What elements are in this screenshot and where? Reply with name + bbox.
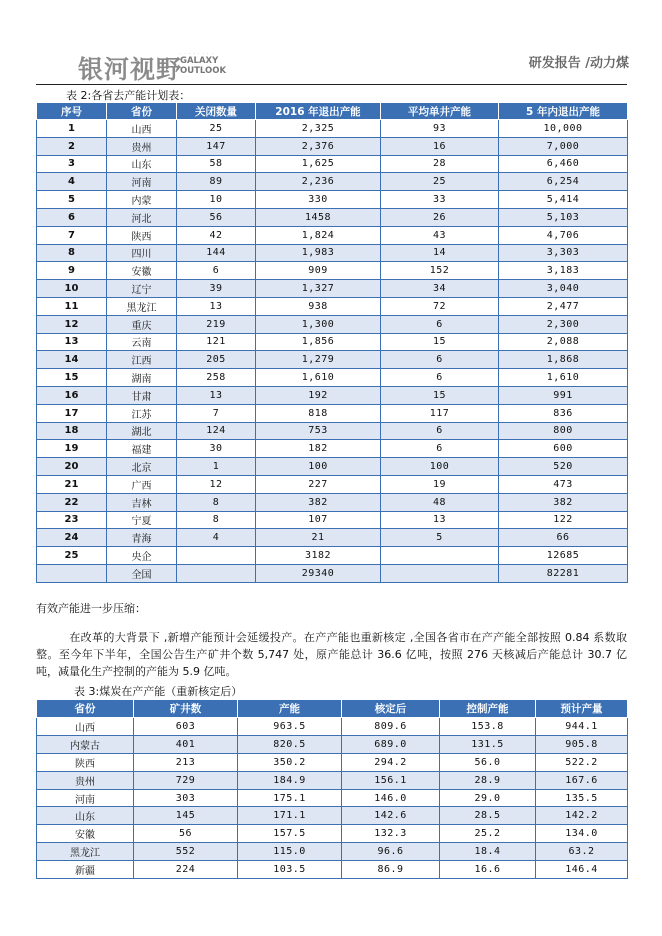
table-cell: 1,279 [256, 351, 381, 369]
table-cell: 818 [256, 404, 381, 422]
table-cell: 陕西 [107, 226, 177, 244]
header-divider [36, 84, 627, 85]
table-cell: 16.6 [440, 861, 536, 879]
table-cell: 134.0 [536, 825, 628, 843]
table-cell: 2,236 [256, 173, 381, 191]
table-cell: 26 [381, 208, 499, 226]
page-header [0, 0, 662, 90]
table-cell: 152 [381, 262, 499, 280]
table-row [37, 155, 628, 173]
table-cell: 258 [177, 369, 256, 387]
table-cell: 6 [381, 315, 499, 333]
table-cell: 25 [177, 120, 256, 138]
table-cell: 安徽 [107, 262, 177, 280]
table-cell: 224 [134, 861, 238, 879]
logo-chinese-text: 银河视野 [78, 55, 183, 84]
table-row [37, 120, 628, 138]
table-row [37, 547, 628, 565]
table-cell: 24 [37, 529, 107, 547]
table-cell: 167.6 [536, 771, 628, 789]
table-cell: 72 [381, 297, 499, 315]
table-row [37, 458, 628, 476]
table-cell: 382 [499, 493, 628, 511]
table-cell: 142.6 [342, 807, 440, 825]
table-cell: 2,088 [499, 333, 628, 351]
table-cell: 58 [177, 155, 256, 173]
table-cell: 13 [177, 386, 256, 404]
table-cell: 央企 [107, 547, 177, 565]
table-cell: 131.5 [440, 735, 536, 753]
table-cell: 10 [37, 280, 107, 298]
table-cell: 42 [177, 226, 256, 244]
table-cell: 28 [381, 155, 499, 173]
table-cell: 6,460 [499, 155, 628, 173]
table-cell: 820.5 [238, 735, 342, 753]
table-cell: 303 [134, 789, 238, 807]
table-cell: 3,183 [499, 262, 628, 280]
table-row [37, 807, 628, 825]
table-cell: 124 [177, 422, 256, 440]
table-cell: 1,300 [256, 315, 381, 333]
table-row [37, 208, 628, 226]
table2-header-cell: 序号 [37, 103, 107, 120]
table-cell: 132.3 [342, 825, 440, 843]
table-cell: 北京 [107, 458, 177, 476]
table-cell: 13 [177, 297, 256, 315]
table-cell: 156.1 [342, 771, 440, 789]
table-cell: 19 [381, 475, 499, 493]
table-cell: 184.9 [238, 771, 342, 789]
table-cell [177, 547, 256, 565]
table-cell: 6 [177, 262, 256, 280]
table-cell: 48 [381, 493, 499, 511]
table-cell [381, 547, 499, 565]
table-cell: 青海 [107, 529, 177, 547]
table-cell: 5,414 [499, 191, 628, 209]
table-cell: 600 [499, 440, 628, 458]
table-cell: 39 [177, 280, 256, 298]
table-cell: 66 [499, 529, 628, 547]
table-cell: 29.0 [440, 789, 536, 807]
table-cell: 湖南 [107, 369, 177, 387]
table-cell: 1458 [256, 208, 381, 226]
table3-header-cell: 产能 [238, 700, 342, 718]
table-row [37, 404, 628, 422]
table-cell: 82281 [499, 564, 628, 582]
table-cell: 1,868 [499, 351, 628, 369]
table-row [37, 422, 628, 440]
table-cell: 6,254 [499, 173, 628, 191]
table-cell: 河南 [107, 173, 177, 191]
table-cell: 1,610 [499, 369, 628, 387]
table-cell: 山西 [37, 718, 134, 736]
table-cell: 103.5 [238, 861, 342, 879]
table-cell: 144 [177, 244, 256, 262]
table-cell: 4 [37, 173, 107, 191]
table-cell: 12 [37, 315, 107, 333]
table-cell: 16 [37, 386, 107, 404]
table-cell: 贵州 [107, 137, 177, 155]
body-paragraph [36, 629, 627, 680]
table-cell: 18.4 [440, 843, 536, 861]
coal-capacity-table [36, 699, 628, 879]
table-cell: 山东 [107, 155, 177, 173]
table-cell: 3,040 [499, 280, 628, 298]
table-cell: 14 [37, 351, 107, 369]
table-cell: 21 [37, 475, 107, 493]
table-cell: 689.0 [342, 735, 440, 753]
table-row [37, 369, 628, 387]
table-cell: 25.2 [440, 825, 536, 843]
table-cell: 8 [177, 511, 256, 529]
table-cell: 28.5 [440, 807, 536, 825]
table-cell: 147 [177, 137, 256, 155]
table-cell: 1,983 [256, 244, 381, 262]
table-cell: 2,300 [499, 315, 628, 333]
table-cell: 175.1 [238, 789, 342, 807]
table3-header-cell: 控制产能 [440, 700, 536, 718]
table-cell: 13 [37, 333, 107, 351]
table3-header-row [37, 700, 628, 718]
table-cell: 广西 [107, 475, 177, 493]
table-cell: 贵州 [37, 771, 134, 789]
table-cell: 86.9 [342, 861, 440, 879]
table-cell [381, 564, 499, 582]
table-cell: 135.5 [536, 789, 628, 807]
logo-english-text [180, 56, 226, 76]
logo-en-line-1: GALAXY [180, 56, 219, 66]
table-row [37, 351, 628, 369]
table-cell: 145 [134, 807, 238, 825]
table3-header-cell: 矿井数 [134, 700, 238, 718]
table-cell: 湖北 [107, 422, 177, 440]
table2-header-cell: 平均单井产能 [381, 103, 499, 120]
table-cell: 552 [134, 843, 238, 861]
table-cell: 56 [134, 825, 238, 843]
table-cell: 56 [177, 208, 256, 226]
table-cell: 宁夏 [107, 511, 177, 529]
table-row [37, 386, 628, 404]
table-cell: 122 [499, 511, 628, 529]
table-cell: 13 [381, 511, 499, 529]
table-cell: 安徽 [37, 825, 134, 843]
table-row [37, 825, 628, 843]
table-row [37, 191, 628, 209]
table-cell [37, 564, 107, 582]
table3-header-cell: 省份 [37, 700, 134, 718]
table-cell: 全国 [107, 564, 177, 582]
table-cell: 153.8 [440, 718, 536, 736]
table-cell: 5 [381, 529, 499, 547]
table-cell: 1 [177, 458, 256, 476]
table2-header-row [37, 103, 628, 120]
logo-dots: · · · · · · · · [180, 51, 215, 56]
table-row [37, 244, 628, 262]
table-cell: 6 [37, 208, 107, 226]
table-cell: 15 [37, 369, 107, 387]
section-title: 有效产能进一步压缩： [36, 602, 146, 615]
table-cell: 内蒙古 [37, 735, 134, 753]
table2-body [37, 120, 628, 583]
table-row [37, 564, 628, 582]
table-cell: 96.6 [342, 843, 440, 861]
table-cell: 辽宁 [107, 280, 177, 298]
table-cell: 福建 [107, 440, 177, 458]
table-row [37, 333, 628, 351]
table-cell: 四川 [107, 244, 177, 262]
table-cell: 22 [37, 493, 107, 511]
table-cell: 146.0 [342, 789, 440, 807]
table-row [37, 297, 628, 315]
table-cell: 729 [134, 771, 238, 789]
table-row [37, 262, 628, 280]
table-cell: 89 [177, 173, 256, 191]
table-cell: 227 [256, 475, 381, 493]
table-cell: 黑龙江 [37, 843, 134, 861]
table-cell: 171.1 [238, 807, 342, 825]
table-cell: 19 [37, 440, 107, 458]
table-cell: 350.2 [238, 753, 342, 771]
table-cell: 107 [256, 511, 381, 529]
table-cell: 10 [177, 191, 256, 209]
table-cell: 219 [177, 315, 256, 333]
table-cell: 吉林 [107, 493, 177, 511]
table-cell: 9 [37, 262, 107, 280]
table2-header-cell: 5 年内退出产能 [499, 103, 628, 120]
table-cell: 5 [37, 191, 107, 209]
table-cell: 603 [134, 718, 238, 736]
table-cell: 7 [177, 404, 256, 422]
table-cell [177, 564, 256, 582]
table-cell: 905.8 [536, 735, 628, 753]
table-cell: 63.2 [536, 843, 628, 861]
table-cell: 2,325 [256, 120, 381, 138]
table-cell: 16 [381, 137, 499, 155]
table-row [37, 137, 628, 155]
table-cell: 21 [256, 529, 381, 547]
table-cell: 23 [37, 511, 107, 529]
paragraph-text: 在改革的大背景下 ,新增产能预计会延缓投产。在产产能也重新核定 ,全国各省市在产产能全部按照 0.84 系数取整。至今年下半年，全国公告生产矿井个数 5,747 处，原产能总计 36.6 亿吨，按照 276 天核减后产能总计 30.7 亿吨，减量化生产控制的产能为 5.9 亿吨。 [36, 631, 627, 678]
table-cell: 8 [37, 244, 107, 262]
table-cell: 909 [256, 262, 381, 280]
table-cell: 2,376 [256, 137, 381, 155]
table-row [37, 173, 628, 191]
table-cell: 34 [381, 280, 499, 298]
table-cell: 7,000 [499, 137, 628, 155]
table-row [37, 511, 628, 529]
table-cell: 100 [381, 458, 499, 476]
table-cell: 4 [177, 529, 256, 547]
table-cell: 115.0 [238, 843, 342, 861]
table-cell: 新疆 [37, 861, 134, 879]
table-cell: 6 [381, 369, 499, 387]
table-cell: 3,303 [499, 244, 628, 262]
table-cell: 山西 [107, 120, 177, 138]
table-cell: 重庆 [107, 315, 177, 333]
table-cell: 3182 [256, 547, 381, 565]
table-row [37, 753, 628, 771]
table-cell: 江苏 [107, 404, 177, 422]
table-cell: 142.2 [536, 807, 628, 825]
table-cell: 753 [256, 422, 381, 440]
table2-header-cell: 关闭数量 [177, 103, 256, 120]
table-cell: 17 [37, 404, 107, 422]
table-cell: 6 [381, 422, 499, 440]
table2-header-cell: 2016 年退出产能 [256, 103, 381, 120]
table-cell: 黑龙江 [107, 297, 177, 315]
table-cell: 117 [381, 404, 499, 422]
table-cell: 1,610 [256, 369, 381, 387]
table-cell: 6 [381, 440, 499, 458]
table-cell: 4,706 [499, 226, 628, 244]
table-cell: 382 [256, 493, 381, 511]
table-cell: 28.9 [440, 771, 536, 789]
table-cell: 33 [381, 191, 499, 209]
table-cell: 甘肃 [107, 386, 177, 404]
table-cell: 15 [381, 333, 499, 351]
table-cell: 1,824 [256, 226, 381, 244]
table-cell: 213 [134, 753, 238, 771]
table-cell: 522.2 [536, 753, 628, 771]
table-cell: 18 [37, 422, 107, 440]
table-cell: 800 [499, 422, 628, 440]
table3-header-cell: 核定后 [342, 700, 440, 718]
table-row [37, 226, 628, 244]
table-row [37, 861, 628, 879]
table-cell: 2 [37, 137, 107, 155]
table2-header-cell: 省份 [107, 103, 177, 120]
logo-en-line-2: OUTLOOK [180, 66, 227, 76]
table-cell: 146.4 [536, 861, 628, 879]
table-cell: 12685 [499, 547, 628, 565]
table-cell: 1,856 [256, 333, 381, 351]
table-row [37, 280, 628, 298]
table-cell: 157.5 [238, 825, 342, 843]
province-capacity-plan-table [36, 102, 628, 583]
table-cell: 云南 [107, 333, 177, 351]
table-cell: 121 [177, 333, 256, 351]
table-row [37, 315, 628, 333]
table-row [37, 529, 628, 547]
table3-caption: 表 3:煤炭在产产能（重新核定后） [74, 685, 243, 698]
table-cell: 294.2 [342, 753, 440, 771]
table-cell: 100 [256, 458, 381, 476]
table-row [37, 440, 628, 458]
table-cell: 30 [177, 440, 256, 458]
table-cell: 991 [499, 386, 628, 404]
table-cell: 陕西 [37, 753, 134, 771]
table-row [37, 718, 628, 736]
table-cell: 25 [37, 547, 107, 565]
table-cell: 1 [37, 120, 107, 138]
table-cell: 25 [381, 173, 499, 191]
table-cell: 93 [381, 120, 499, 138]
table-cell: 河南 [37, 789, 134, 807]
table-cell: 山东 [37, 807, 134, 825]
table-cell: 12 [177, 475, 256, 493]
table-cell: 15 [381, 386, 499, 404]
table-cell: 205 [177, 351, 256, 369]
table-cell: 10,000 [499, 120, 628, 138]
table-cell: 14 [381, 244, 499, 262]
table-cell: 河北 [107, 208, 177, 226]
table-cell: 1,327 [256, 280, 381, 298]
table-cell: 2,477 [499, 297, 628, 315]
table-row [37, 771, 628, 789]
table-cell: 5,103 [499, 208, 628, 226]
table-cell: 内蒙 [107, 191, 177, 209]
table-cell: 29340 [256, 564, 381, 582]
table-cell: 401 [134, 735, 238, 753]
table3-body [37, 718, 628, 879]
table-cell: 8 [177, 493, 256, 511]
table-row [37, 789, 628, 807]
table3-header-cell: 预计产量 [536, 700, 628, 718]
report-category: 研发报告 /动力煤 [528, 56, 629, 71]
table-cell: 43 [381, 226, 499, 244]
table-cell: 809.6 [342, 718, 440, 736]
table-cell: 192 [256, 386, 381, 404]
table2-caption: 表 2:各省去产能计划表： [66, 89, 191, 102]
table-row [37, 843, 628, 861]
table-cell: 7 [37, 226, 107, 244]
table-cell: 473 [499, 475, 628, 493]
table-cell: 520 [499, 458, 628, 476]
table-cell: 3 [37, 155, 107, 173]
table-cell: 1,625 [256, 155, 381, 173]
table-cell: 56.0 [440, 753, 536, 771]
table-row [37, 475, 628, 493]
table-cell: 11 [37, 297, 107, 315]
table-cell: 330 [256, 191, 381, 209]
table-cell: 944.1 [536, 718, 628, 736]
table-cell: 江西 [107, 351, 177, 369]
table-cell: 963.5 [238, 718, 342, 736]
table-cell: 938 [256, 297, 381, 315]
table-row [37, 735, 628, 753]
table-cell: 182 [256, 440, 381, 458]
table-row [37, 493, 628, 511]
table-cell: 20 [37, 458, 107, 476]
table-cell: 836 [499, 404, 628, 422]
table-cell: 6 [381, 351, 499, 369]
